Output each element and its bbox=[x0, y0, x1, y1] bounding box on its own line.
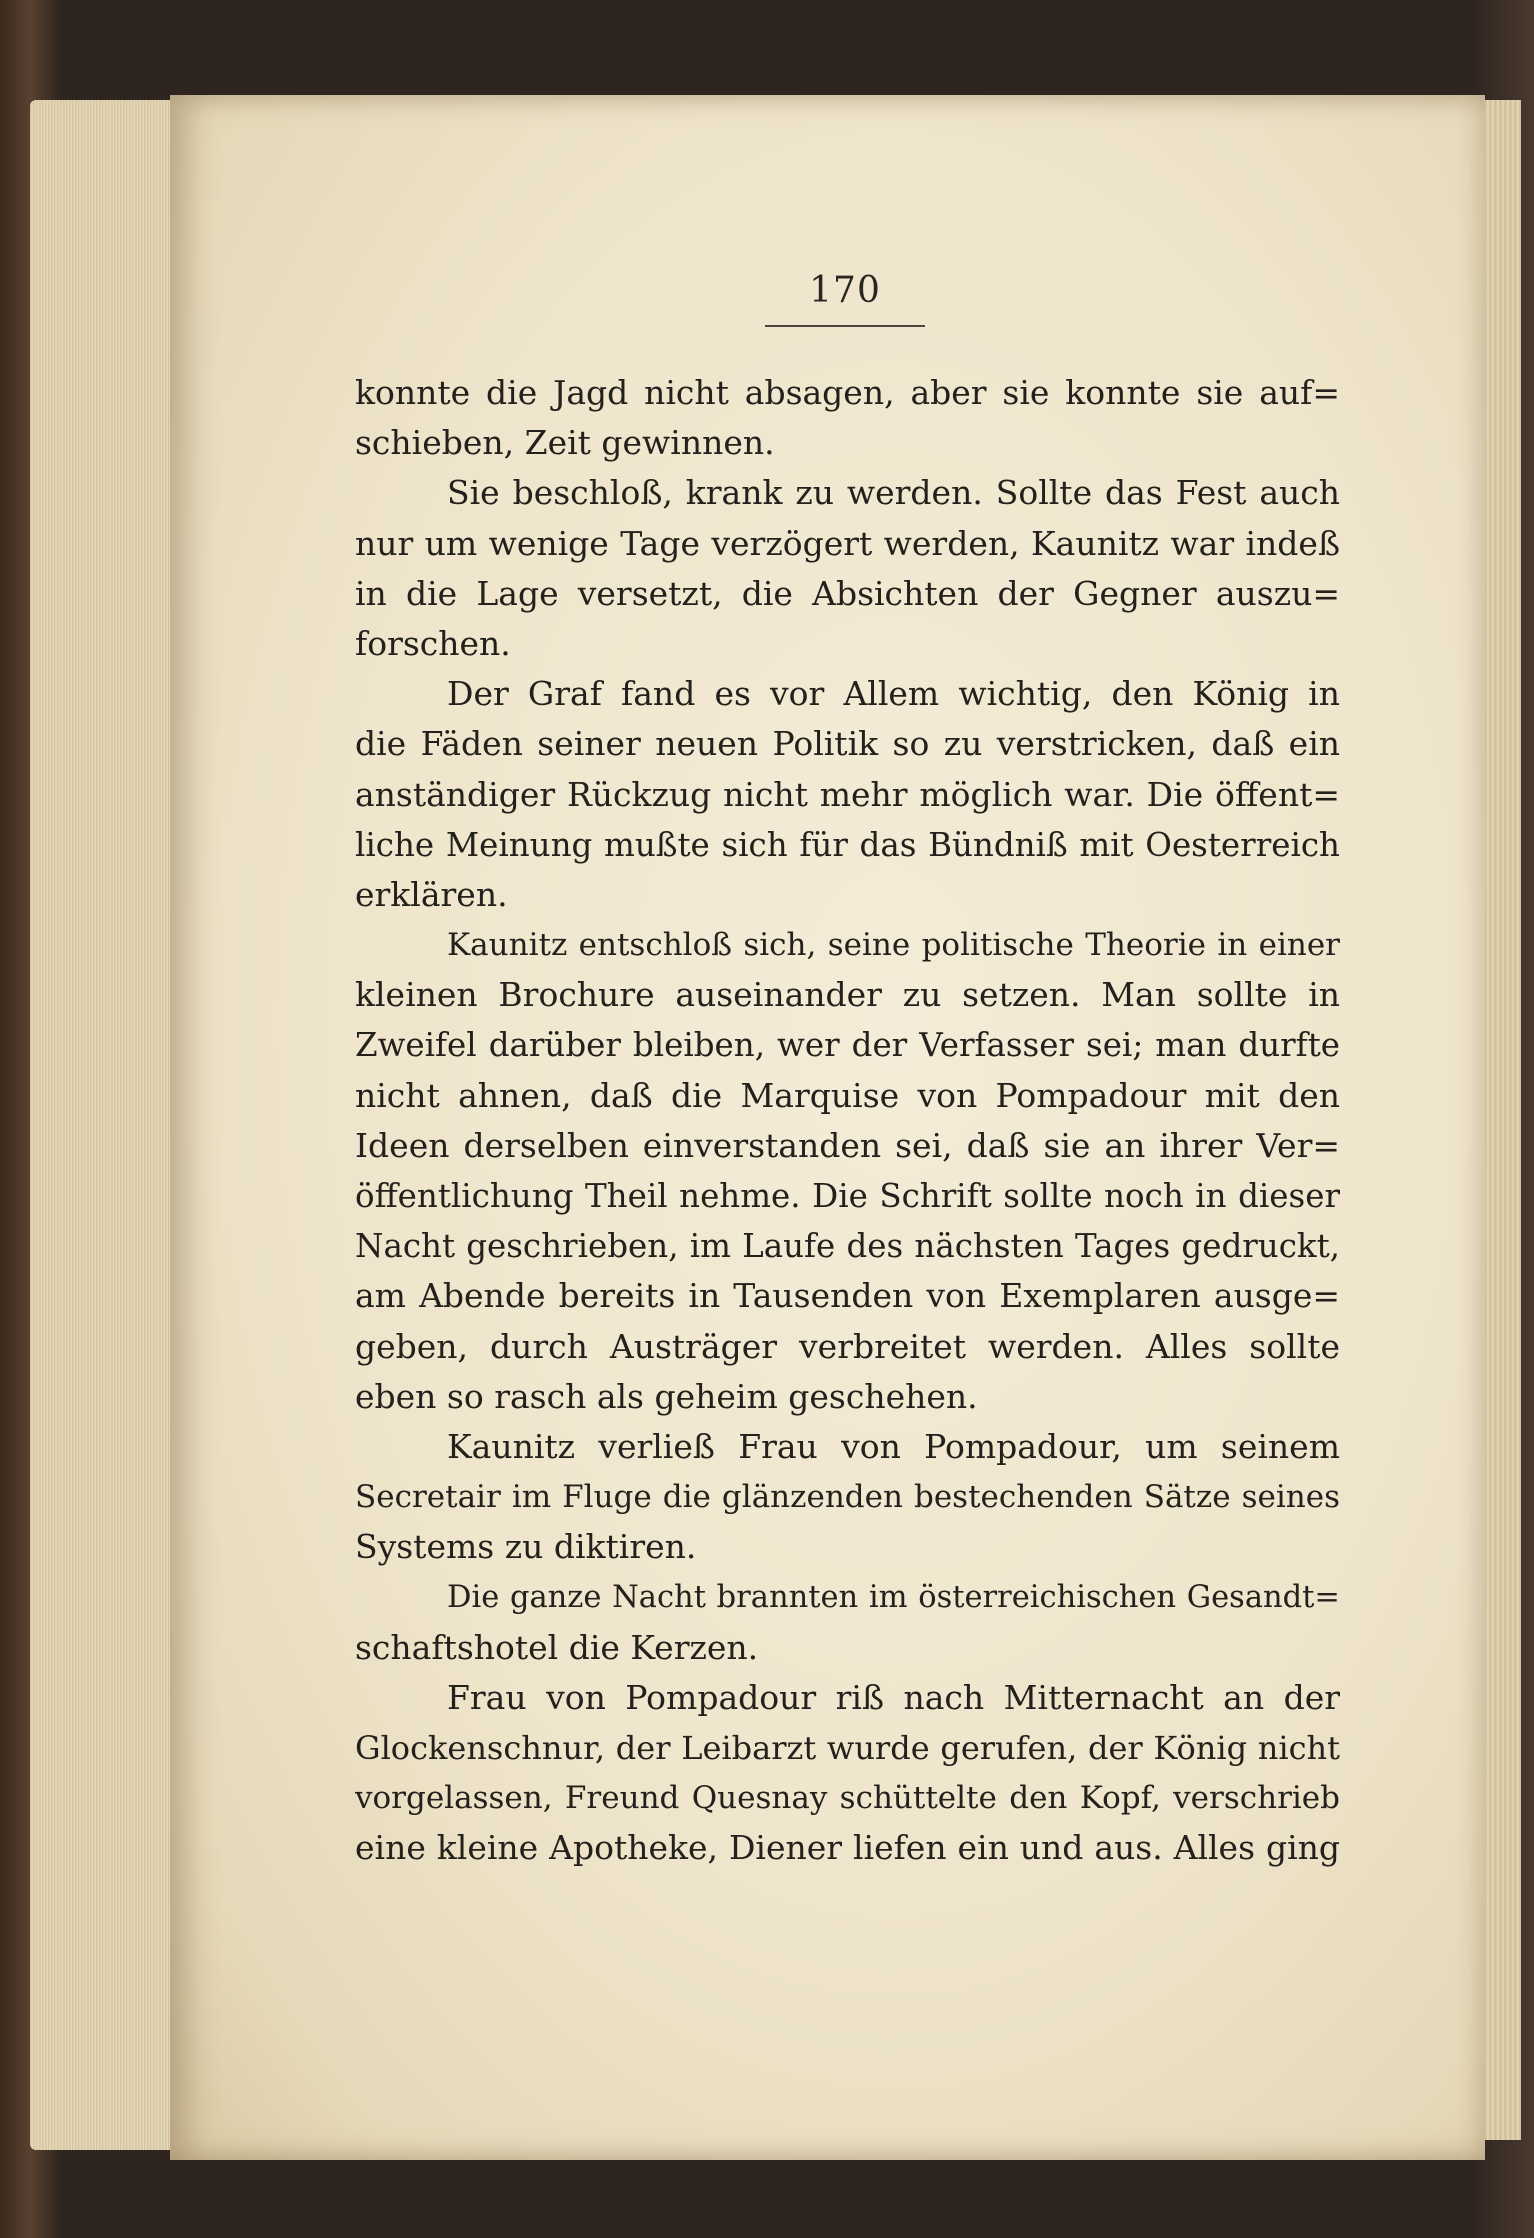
text-line: Frau von Pompadour riß nach Mitternacht an der bbox=[447, 1677, 1340, 1717]
left-page-stack bbox=[30, 100, 180, 2150]
text-line: die Fäden seiner neuen Politik so zu verstricken, daß ein bbox=[355, 724, 1340, 764]
text-line: Sie beschloß, krank zu werden. Sollte das Fest auch bbox=[447, 473, 1340, 513]
text-line: geben, durch Austräger verbreitet werden. Alles sollte bbox=[355, 1326, 1340, 1366]
page-number-rule bbox=[765, 325, 925, 327]
text-line: Die ganze Nacht brannten im österreichischen Gesandt= bbox=[447, 1579, 1340, 1615]
text-line: Kaunitz verließ Frau von Pompadour, um seinem bbox=[447, 1426, 1340, 1466]
text-line: eben so rasch als geheim geschehen. bbox=[355, 1376, 978, 1416]
right-page-stack bbox=[1485, 100, 1521, 2140]
text-line: vorgelassen, Freund Quesnay schüttelte den Kopf, verschrieb bbox=[355, 1780, 1340, 1817]
body-text bbox=[355, 368, 1340, 1874]
text-line: Kaunitz entschloß sich, seine politische Theorie in einer bbox=[447, 927, 1340, 964]
text-line: Nacht geschrieben, im Laufe des nächsten Tages gedruckt, bbox=[355, 1227, 1340, 1266]
text-line: forschen. bbox=[355, 623, 511, 663]
text-line: eine kleine Apotheke, Diener liefen ein und aus. Alles ging bbox=[355, 1828, 1340, 1868]
text-line: schieben, Zeit gewinnen. bbox=[355, 423, 775, 463]
text-line: Der Graf fand es vor Allem wichtig, den König in bbox=[447, 674, 1340, 714]
text-line: öffentlichung Theil nehme. Die Schrift sollte noch in dieser bbox=[355, 1177, 1340, 1215]
text-line: Ideen derselben einverstanden sei, daß sie an ihrer Ver= bbox=[355, 1125, 1340, 1165]
text-line: liche Meinung mußte sich für das Bündniß mit Oesterreich bbox=[355, 825, 1340, 864]
text-line: schaftshotel die Kerzen. bbox=[355, 1627, 759, 1667]
text-line: am Abende bereits in Tausenden von Exemplaren ausge= bbox=[355, 1276, 1340, 1316]
text-line: Systems zu diktiren. bbox=[355, 1527, 697, 1567]
text-line: konnte die Jagd nicht absagen, aber sie konnte sie auf= bbox=[355, 373, 1340, 412]
page-number: 170 bbox=[809, 270, 881, 311]
text-line: nur um wenige Tage verzögert werden, Kaunitz war indeß bbox=[355, 523, 1340, 563]
text-line: kleinen Brochure auseinander zu setzen. Man sollte in bbox=[355, 975, 1340, 1015]
text-line: Glockenschnur, der Leibarzt wurde gerufen, der König nicht bbox=[355, 1729, 1340, 1768]
text-line: anständiger Rückzug nicht mehr möglich war. Die öffent= bbox=[355, 774, 1340, 814]
text-line: nicht ahnen, daß die Marquise von Pompadour mit den bbox=[355, 1075, 1340, 1115]
text-line: Secretair im Fluge die glänzenden bestechenden Sätze seines bbox=[355, 1479, 1340, 1516]
text-line: erklären. bbox=[355, 874, 508, 914]
text-line: in die Lage versetzt, die Absichten der Gegner auszu= bbox=[355, 573, 1340, 613]
text-line: Zweifel darüber bleiben, wer der Verfasser sei; man durfte bbox=[355, 1026, 1340, 1065]
